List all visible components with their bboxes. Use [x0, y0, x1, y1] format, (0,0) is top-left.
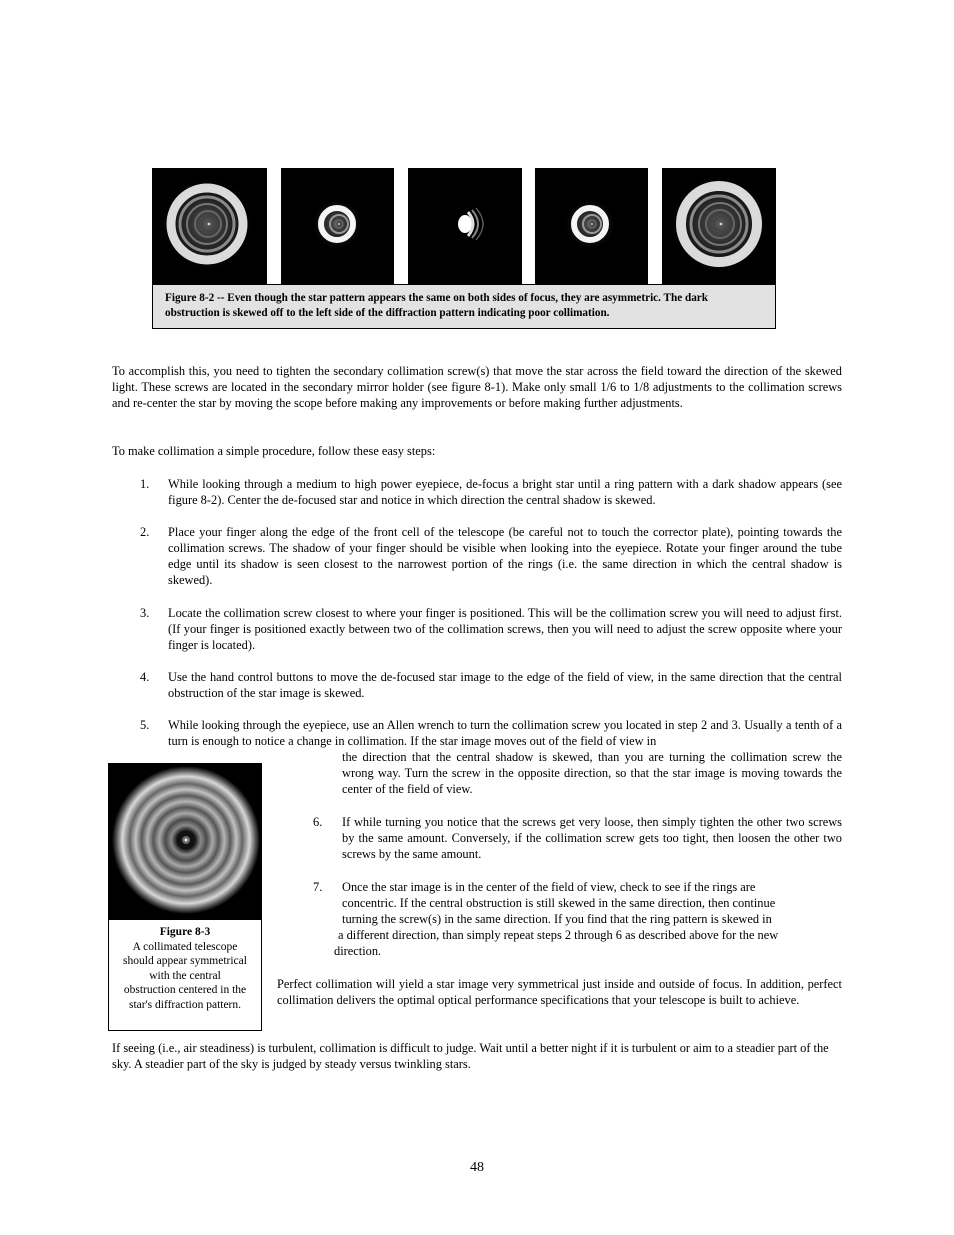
- step-number: 3.: [140, 606, 150, 620]
- step-number: 6.: [313, 815, 323, 829]
- step-number: 5.: [140, 718, 150, 732]
- star-image-3: [408, 168, 522, 284]
- star-image-1: [152, 168, 267, 284]
- perfect-collimation-paragraph: Perfect collimation will yield a star image very symmetrical just inside and outside of focus. In addition, perfect collimation delivers the optimal optical performance specifications that your telescope is built to achieve.: [277, 977, 842, 1007]
- seeing-paragraph: If seeing (i.e., air steadiness) is turbulent, collimation is difficult to judge. Wait until a better night if it is turbulent or aim to a steadier part of the sky. A steadier part of the sky is judged by steady versus twinkling stars.: [112, 1041, 829, 1071]
- steps-intro: To make collimation a simple procedure, follow these easy steps:: [112, 444, 436, 458]
- figure-8-3-text: A collimated telescope should appear symmetrical with the central obstruction centered in the star's diffraction pattern.: [123, 940, 247, 1011]
- step-number: 2.: [140, 525, 150, 539]
- star-image-5: [662, 168, 776, 284]
- step-4: [140, 669, 842, 701]
- step-text: Locate the collimation screw closest to where your finger is positioned. This will be the collimation screw you will need to adjust first. (If your finger is positioned exactly between two of the collimation screws, then you will need to adjust the screw opposite where your finger is located).: [168, 606, 842, 652]
- step-text-part-a: While looking through the eyepiece, use an Allen wrench to turn the collimation screw you located in step 2 and 3. Usually a tenth of a turn is enough to notice a change in collimation. If the star image moves out of the field of view in: [168, 718, 842, 748]
- step-2: [140, 524, 842, 588]
- step-number: 1.: [140, 477, 150, 491]
- figure-8-3: [108, 763, 262, 1031]
- star-image-4: [535, 168, 648, 284]
- figure-8-3-caption: [109, 919, 261, 1030]
- step-1: [140, 476, 842, 508]
- step-text: Place your finger along the edge of the front cell of the telescope (be careful not to touch the corrector plate), pointing towards the collimation screws. The shadow of your finger should be visible when looking into the eyepiece. Rotate your finger around the tube edge until its shadow is seen closest to the narrowest portion of the rings (i.e. the same direction in which the central shadow is skewed).: [168, 525, 842, 587]
- step-text: If while turning you notice that the screws get very loose, then simply tighten the other two screws by the same amount. Conversely, if the collimation screw gets too tight, then loosen the other two screws by the same amount.: [342, 815, 842, 861]
- figure-8-3-title: Figure 8-3: [159, 926, 211, 938]
- step-7-line-5: direction.: [334, 944, 382, 958]
- step-3: [140, 605, 842, 653]
- step-7: [313, 879, 842, 959]
- step-7-line-3: turning the screw(s) in the same direction. If you find that the ring pattern is skewed in: [342, 912, 772, 926]
- step-number: 4.: [140, 670, 150, 684]
- step-7-line-2: concentric. If the central obstruction is still skewed in the same direction, then continue: [342, 896, 776, 910]
- step-7-line-1: Once the star image is in the center of the field of view, check to see if the rings are: [342, 880, 756, 894]
- step-text-part-b: the direction that the central shadow is skewed, than you are turning the collimation screw the wrong way. Turn the screw in the opposite direction, so that the star image is moving towards the center of the field of view.: [342, 750, 842, 796]
- step-text: Use the hand control buttons to move the de-focused star image to the edge of the field of view, in the same direction that the central obstruction of the star image is skewed.: [168, 670, 842, 700]
- step-number: 7.: [313, 880, 323, 894]
- intro-paragraph: To accomplish this, you need to tighten the secondary collimation screw(s) that move the star across the field toward the direction of the skewed light. These screws are located in the secondary mirror holder (see figure 8-1). Make only small 1/6 to 1/8 adjustments to the collimation screws and re-center the star by moving the scope before making any improvements or before making further adjustments.: [112, 364, 842, 410]
- figure-8-2-caption: Figure 8-2 -- Even though the star pattern appears the same on both sides of focus, they are asymmetric. The dark obstruction is skewed off to the left side of the diffraction pattern indicating poor collimation.: [152, 284, 776, 329]
- collimated-star-image: [109, 764, 261, 919]
- step-7-line-4: a different direction, than simply repeat steps 2 through 6 as described above for the new: [338, 928, 779, 942]
- page-number: 48: [470, 1160, 484, 1175]
- star-image-2: [281, 168, 394, 284]
- step-6: [313, 814, 842, 862]
- step-text: While looking through a medium to high power eyepiece, de-focus a bright star until a ring pattern with a dark shadow appears (see figure 8-2). Center the de-focused star and notice in which direction the central shadow is skewed.: [168, 477, 842, 507]
